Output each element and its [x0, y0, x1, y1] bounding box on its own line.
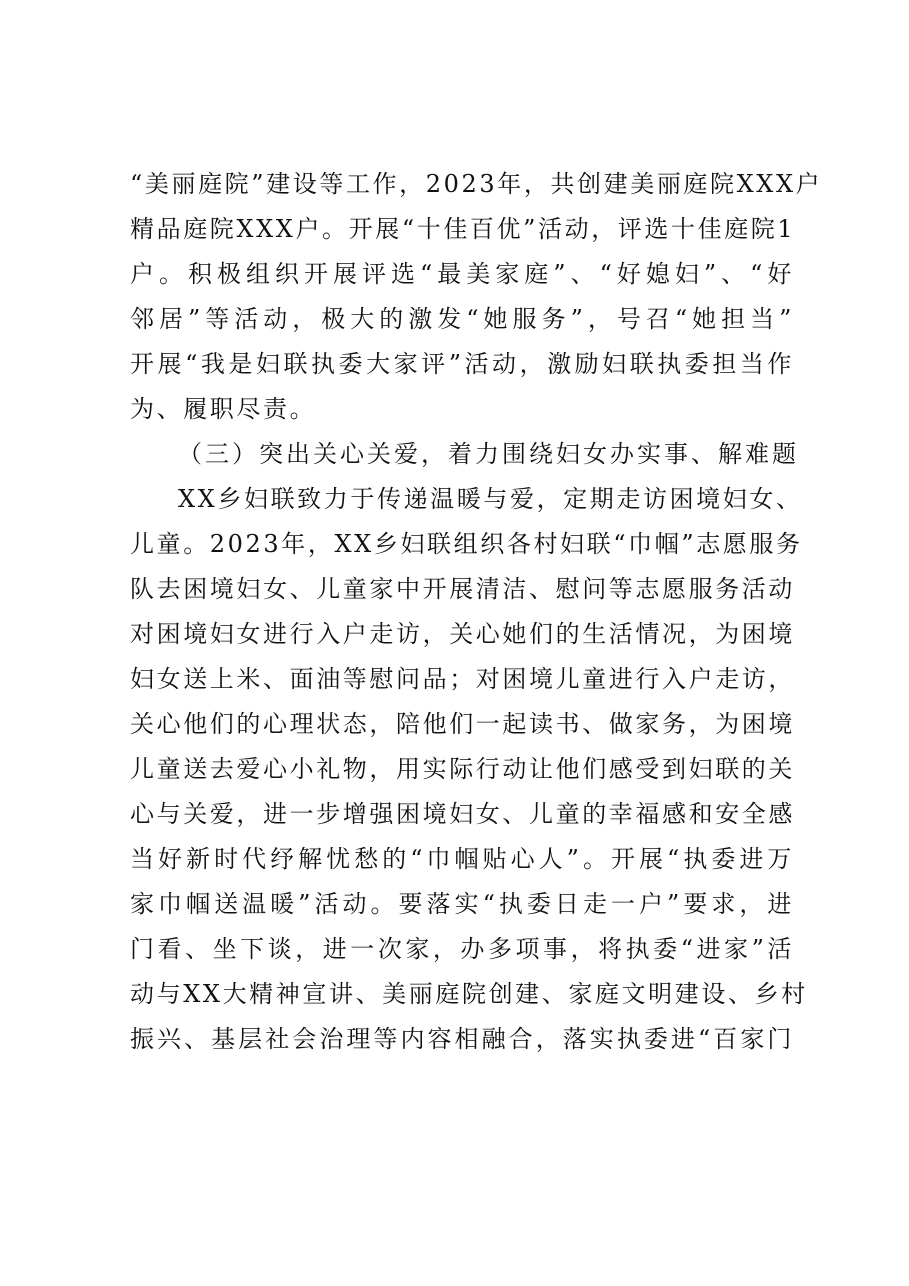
paragraph-line: 儿童。2023年，XX乡妇联组织各村妇联“巾帼”志愿服务: [130, 530, 803, 558]
document-body: [130, 162, 823, 1062]
paragraph-line: 家巾帼送温暖”活动。要落实“执委日走一户”要求，进: [130, 890, 794, 918]
paragraph-line: 门看、坐下谈，进一次家，办多项事，将执委“进家”活: [130, 935, 794, 963]
paragraph-line: 为、履职尽责。: [130, 395, 317, 423]
paragraph-line: XX乡妇联致力于传递温暖与爱，定期走访困境妇女、: [178, 485, 803, 513]
paragraph-line: 队去困境妇女、儿童家中开展清洁、慰问等志愿服务活动: [130, 575, 795, 603]
paragraph-line: 心与关爱，进一步增强困境妇女、儿童的幸福感和安全感: [130, 800, 795, 828]
paragraph-line: 对困境妇女进行入户走访，关心她们的生活情况，为困境: [130, 620, 795, 648]
paragraph-line: 儿童送去爱心小礼物，用实际行动让他们感受到妇联的关: [130, 755, 795, 783]
paragraph-line: 关心他们的心理状态，陪他们一起读书、做家务，为困境: [130, 710, 795, 738]
paragraph-line: “美丽庭院”建设等工作，2023年，共创建美丽庭院XXX户: [130, 170, 823, 198]
paragraph-line: 邻居”等活动，极大的激发“她服务”，号召“她担当”: [130, 305, 794, 333]
paragraph-line: 户。积极组织开展评选“最美家庭”、“好媳妇”、“好: [130, 260, 794, 288]
paragraph-line: 开展“我是妇联执委大家评”活动，激励妇联执委担当作: [130, 350, 794, 378]
paragraph-line: 妇女送上米、面油等慰问品；对困境儿童进行入户走访，: [130, 665, 795, 693]
section-heading: （三）突出关心关爱，着力围绕妇女办实事、解难题: [178, 440, 799, 468]
paragraph-line: 动与XX大精神宣讲、美丽庭院创建、家庭文明建设、乡村: [130, 980, 808, 1008]
paragraph-line: 当好新时代纾解忧愁的“巾帼贴心人”。开展“执委进万: [130, 845, 794, 873]
paragraph-line: 振兴、基层社会治理等内容相融合，落实执委进“百家门: [130, 1025, 794, 1053]
paragraph-line: 精品庭院XXX户。开展“十佳百优”活动，评选十佳庭院1: [130, 215, 796, 243]
